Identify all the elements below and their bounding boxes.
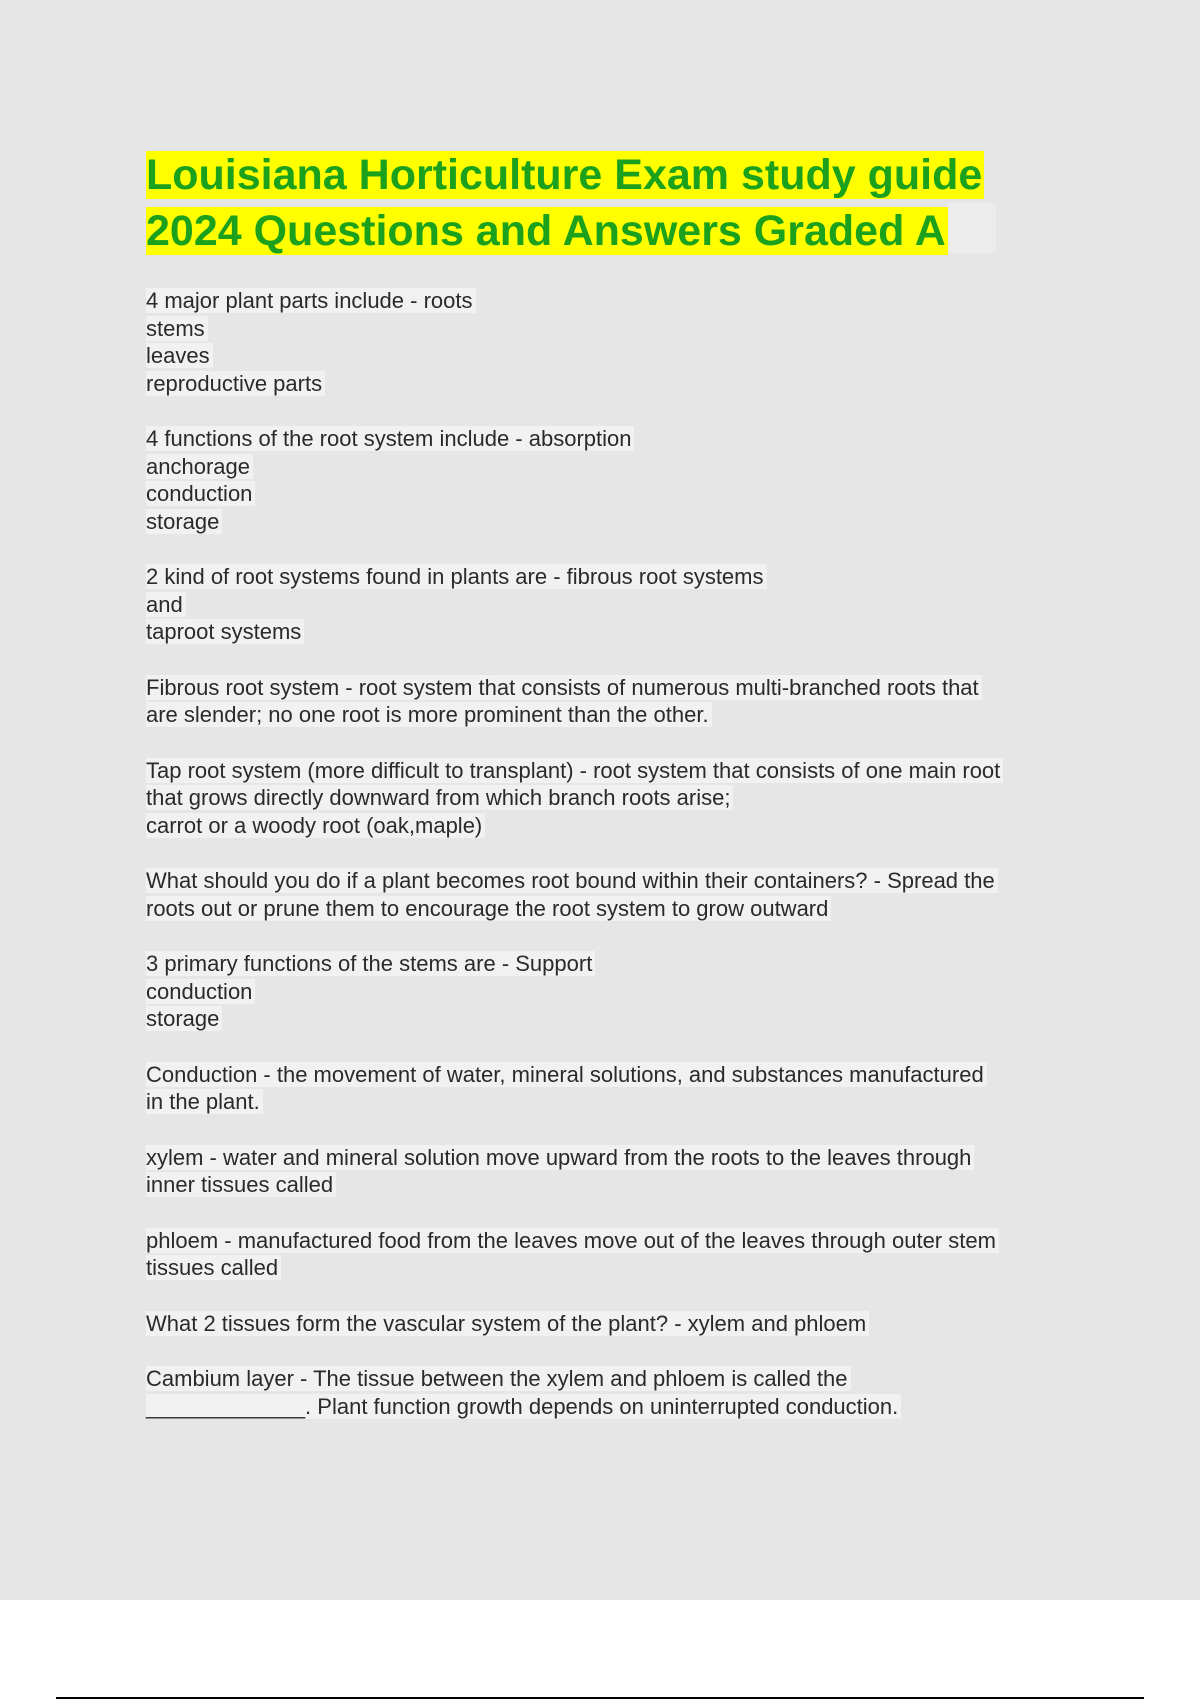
qa-line: 3 primary functions of the stems are - Support (146, 950, 1096, 978)
qa-line: and (146, 591, 1096, 619)
qa-line: roots out or prune them to encourage the root system to grow outward (146, 895, 1096, 923)
qa-line: _____________. Plant function growth depends on uninterrupted conduction. (146, 1393, 1096, 1421)
qa-line: conduction (146, 978, 1096, 1006)
qa-entry (146, 1227, 1096, 1282)
qa-line: What 2 tissues form the vascular system of the plant? - xylem and phloem (146, 1310, 1096, 1338)
qa-line: 4 major plant parts include - roots (146, 287, 1096, 315)
qa-line: reproductive parts (146, 370, 1096, 398)
qa-entry (146, 867, 1096, 922)
qa-line: 4 functions of the root system include - absorption (146, 425, 1096, 453)
qa-entry (146, 757, 1096, 840)
qa-line: carrot or a woody root (oak,maple) (146, 812, 1096, 840)
qa-line: inner tissues called (146, 1171, 1096, 1199)
qa-line: conduction (146, 480, 1096, 508)
qa-entry (146, 1310, 1096, 1338)
qa-line: What should you do if a plant becomes root bound within their containers? - Spread the (146, 867, 1096, 895)
qa-line: Tap root system (more difficult to transplant) - root system that consists of one main root (146, 757, 1096, 785)
qa-line: anchorage (146, 453, 1096, 481)
qa-line: stems (146, 315, 1096, 343)
qa-entry (146, 563, 1096, 646)
title-line-2: 2024 Questions and Answers Graded A (146, 203, 1096, 259)
qa-line: leaves (146, 342, 1096, 370)
qa-entry (146, 287, 1096, 397)
qa-line: that grows directly downward from which branch roots arise; (146, 784, 1096, 812)
qa-entry (146, 1061, 1096, 1116)
qa-list (146, 287, 1096, 1420)
qa-line: 2 kind of root systems found in plants are - fibrous root systems (146, 563, 1096, 591)
qa-line: phloem - manufactured food from the leaves move out of the leaves through outer stem (146, 1227, 1096, 1255)
qa-line: in the plant. (146, 1088, 1096, 1116)
qa-line: tissues called (146, 1254, 1096, 1282)
qa-line: Cambium layer - The tissue between the xylem and phloem is called the (146, 1365, 1096, 1393)
footer-divider (56, 1697, 1144, 1699)
document-content (146, 147, 1096, 1448)
title-line-1: Louisiana Horticulture Exam study guide (146, 151, 983, 199)
qa-entry (146, 425, 1096, 535)
qa-line: xylem - water and mineral solution move upward from the roots to the leaves through (146, 1144, 1096, 1172)
document-title (146, 147, 1096, 259)
qa-line: Conduction - the movement of water, mineral solutions, and substances manufactured (146, 1061, 1096, 1089)
qa-line: taproot systems (146, 618, 1096, 646)
qa-entry (146, 1365, 1096, 1420)
qa-line: storage (146, 508, 1096, 536)
title-highlight-tail (948, 203, 996, 253)
qa-entry (146, 1144, 1096, 1199)
qa-line: are slender; no one root is more prominent than the other. (146, 701, 1096, 729)
qa-entry (146, 950, 1096, 1033)
qa-line: storage (146, 1005, 1096, 1033)
qa-entry (146, 674, 1096, 729)
qa-line: Fibrous root system - root system that consists of numerous multi-branched roots that (146, 674, 1096, 702)
